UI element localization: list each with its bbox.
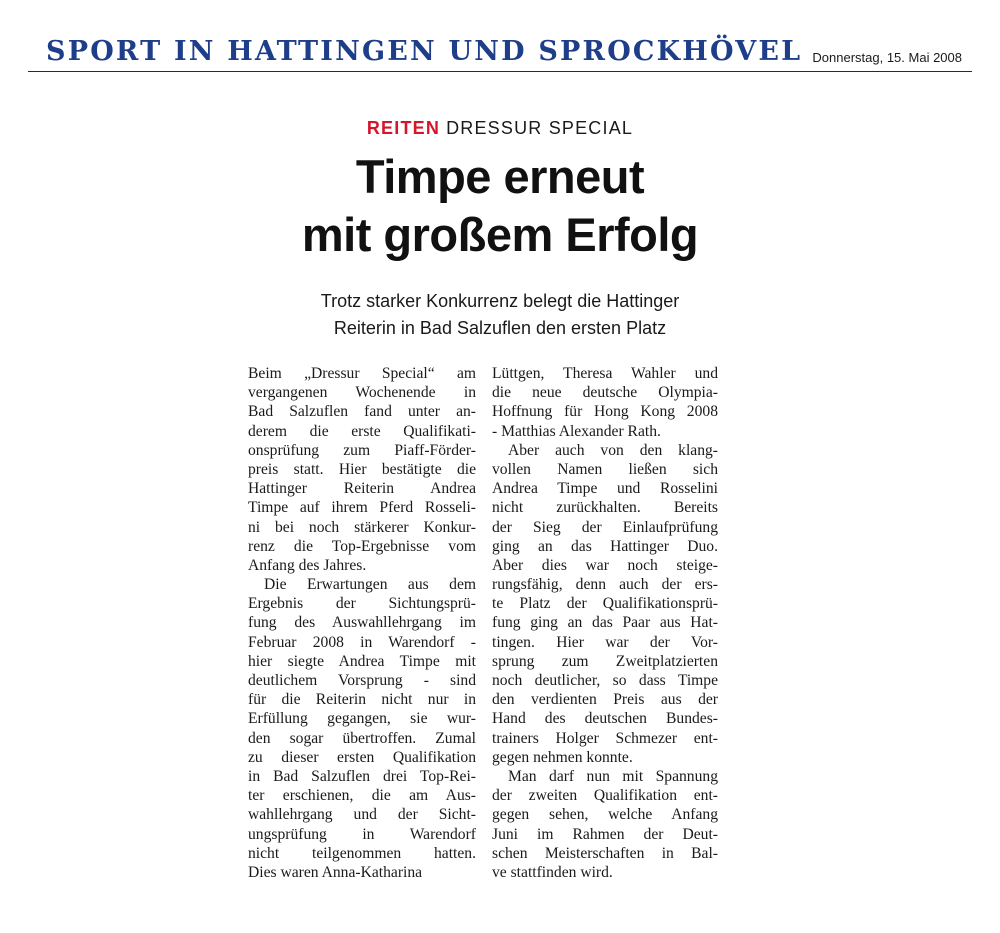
text-line: tingen. Hier war der Vor- xyxy=(492,633,718,651)
text-line: te Platz der Qualifikationsprü- xyxy=(492,595,718,613)
text-line: den sogar übertroffen. Zumal xyxy=(248,729,476,747)
text-line: Februar 2008 in Warendorf - xyxy=(248,633,476,651)
text-line: ve stattfinden wird. xyxy=(492,863,613,881)
text-line: Timpe auf ihrem Pferd Rosseli- xyxy=(248,499,476,517)
text-line: Erfüllung gegangen, sie wur- xyxy=(248,710,476,728)
text-line: Juni im Rahmen der Deut- xyxy=(492,825,718,843)
article-column-left xyxy=(248,364,476,882)
text-line: Ergebnis der Sichtungsprü- xyxy=(248,595,476,613)
text-line: gegen nehmen konnte. xyxy=(492,748,633,766)
text-line: Hoffnung für Hong Kong 2008 xyxy=(492,403,718,421)
text-line: Aber dies war noch steige- xyxy=(492,556,718,574)
text-line: Man darf nun mit Spannung xyxy=(508,767,718,785)
text-line: schen Meisterschaften in Bal- xyxy=(492,844,718,862)
text-line: Beim „Dressur Special“ am xyxy=(248,365,476,382)
text-line: onsprüfung zum Piaff-Förder- xyxy=(248,441,476,459)
kicker-category: REITEN xyxy=(366,118,441,138)
paragraph xyxy=(248,575,476,882)
text-line: Lüttgen, Theresa Wahler und xyxy=(492,365,718,382)
text-line: Dies waren Anna-Katharina xyxy=(248,863,423,881)
text-line: Hand des deutschen Bundes- xyxy=(492,710,718,728)
text-line: den verdienten Preis aus der xyxy=(492,691,718,709)
text-line: deutlichem Vorsprung - sind xyxy=(248,672,476,689)
text-line: Die Erwartungen aus dem xyxy=(264,576,476,594)
text-line: fung ging an das Paar aus Hat- xyxy=(492,614,718,632)
text-line: derem die erste Qualifikati- xyxy=(248,422,476,440)
paragraph xyxy=(492,364,718,441)
text-line: - Matthias Alexander Rath. xyxy=(492,422,661,440)
section-masthead: SPORT IN HATTINGEN UND SPROCKHÖVEL xyxy=(46,36,803,67)
text-line: vergangenen Wochenende in xyxy=(248,384,476,402)
text-line: Aber auch von den klang- xyxy=(508,441,718,459)
text-line: ungsprüfung in Warendorf xyxy=(248,825,476,843)
text-line: gegen sehen, welche Anfang xyxy=(492,806,718,824)
headline-line: Timpe erneut xyxy=(355,150,645,203)
text-line: Hattinger Reiterin Andrea xyxy=(248,480,476,498)
text-line: nicht teilgenommen hatten. xyxy=(248,844,476,862)
text-line: ging an das Hattinger Duo. xyxy=(492,537,718,555)
text-line: noch deutlicher, so dass Timpe xyxy=(492,672,718,689)
headline-line: mit großem Erfolg xyxy=(301,208,699,261)
text-line: Andrea Timpe und Rosselini xyxy=(492,480,718,498)
text-line: hier siegte Andrea Timpe mit xyxy=(248,652,476,670)
kicker xyxy=(0,118,1000,139)
text-line: ni bei noch stärkerer Konkur- xyxy=(248,518,476,536)
text-line: Anfang des Jahres. xyxy=(248,556,367,574)
paragraph xyxy=(492,441,718,767)
text-line: nicht zurückhalten. Bereits xyxy=(492,499,718,517)
text-line: zu dieser ersten Qualifikation xyxy=(248,748,476,766)
publication-date: Donnerstag, 15. Mai 2008 xyxy=(812,50,962,65)
text-line: der Sieg der Einlaufprüfung xyxy=(492,518,718,536)
text-line: die neue deutsche Olympia- xyxy=(492,384,718,402)
text-line: wahllehrgang und der Sicht- xyxy=(248,806,476,824)
text-line: preis statt. Hier bestätigte die xyxy=(248,460,476,478)
text-line: trainers Holger Schmezer ent- xyxy=(492,729,718,747)
text-line: vollen Namen ließen sich xyxy=(492,460,718,478)
text-line: renz die Top-Ergebnisse vom xyxy=(248,537,476,555)
text-line: ter erschienen, die am Aus- xyxy=(248,787,476,805)
text-line: rungsfähig, denn auch der ers- xyxy=(492,576,718,594)
text-line: Bad Salzuflen fand unter an- xyxy=(248,403,476,421)
subheadline-line: Reiterin in Bad Salzuflen den ersten Platz xyxy=(333,318,667,338)
masthead-rule xyxy=(28,71,972,72)
text-line: in Bad Salzuflen drei Top-Rei- xyxy=(248,767,476,785)
text-line: sprung zum Zweitplatzierten xyxy=(492,652,718,670)
text-line: für die Reiterin nicht nur in xyxy=(248,691,476,709)
text-line: fung des Auswahllehrgang im xyxy=(248,614,476,632)
subheadline xyxy=(0,288,1000,342)
paragraph xyxy=(492,767,718,882)
article-column-right xyxy=(492,364,718,882)
kicker-topic: DRESSUR SPECIAL xyxy=(446,118,634,138)
text-line: der zweiten Qualifikation ent- xyxy=(492,787,718,805)
subheadline-line: Trotz starker Konkurrenz belegt die Hattinger xyxy=(320,291,680,311)
headline xyxy=(0,148,1000,264)
paragraph xyxy=(248,364,476,575)
